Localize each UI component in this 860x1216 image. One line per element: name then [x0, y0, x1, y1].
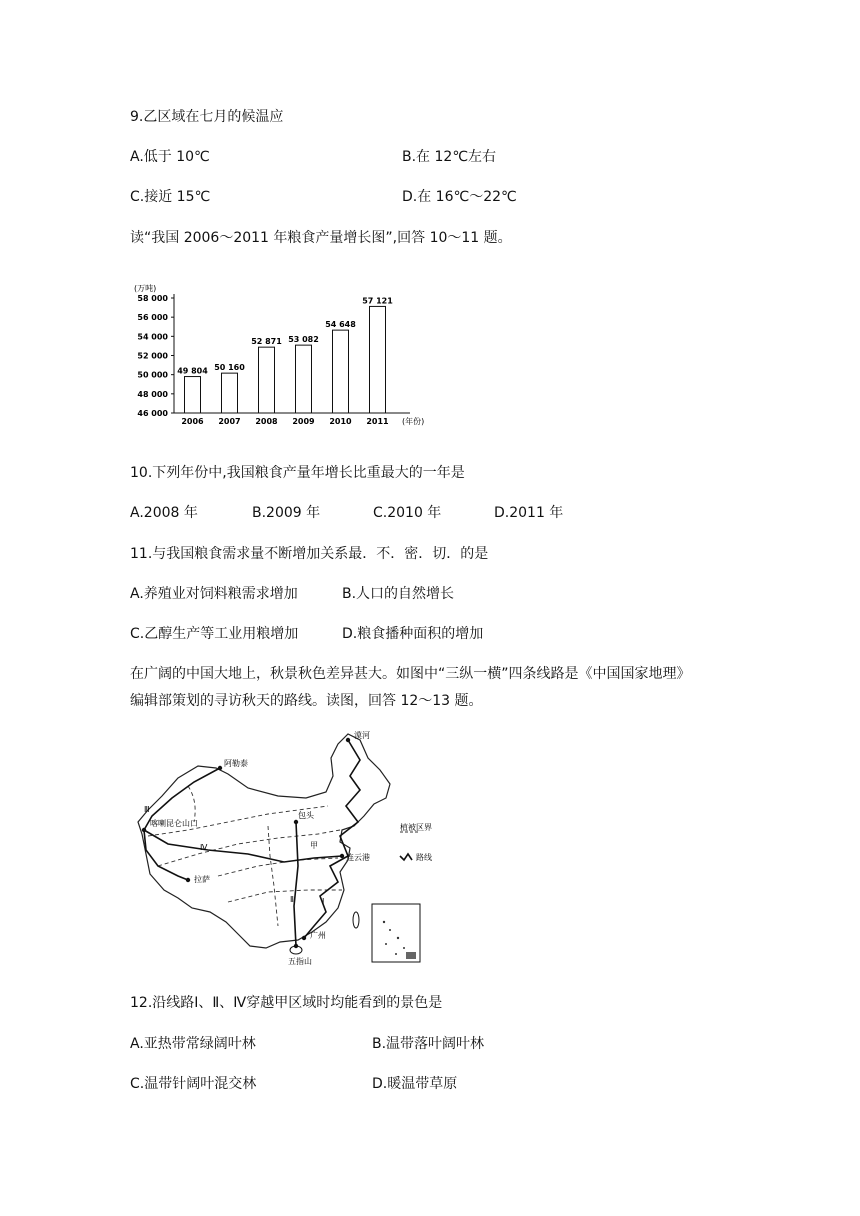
legend-route-label: 路线: [416, 853, 432, 862]
bar: [370, 306, 386, 413]
q10-option-a: A.2008 年: [130, 505, 198, 521]
q11-option-d: D.粮食播种面积的增加: [342, 626, 484, 642]
q12-option-c: C.温带针阔叶混交林: [130, 1076, 257, 1092]
label-mohe: 漠河: [354, 731, 370, 740]
y-axis-label: (万吨): [134, 284, 157, 293]
y-tick-label: 54 000: [137, 332, 168, 342]
y-tick-label: 52 000: [137, 351, 168, 361]
bar: [222, 373, 238, 413]
bar: [296, 345, 312, 413]
bar: [333, 330, 349, 413]
q11-option-c: C.乙醇生产等工业用粮增加: [130, 626, 299, 642]
label-guangzhou: 广州: [310, 931, 326, 940]
q10-option-c: C.2010 年: [373, 505, 442, 521]
y-tick-label: 48 000: [137, 389, 168, 399]
label-baotou: 包头: [298, 811, 314, 820]
bar: [185, 377, 201, 413]
q9-stem: 9.乙区域在七月的候温应: [130, 109, 284, 125]
routes: [144, 740, 360, 946]
q9-option-a: A.低于 10℃: [130, 149, 210, 165]
label-kalakunlun: 喀喇昆仑山口: [150, 819, 198, 828]
intro-10-11: 读“我国 2006～2011 年粮食产量增长图”,回答 10～11 题。: [130, 230, 512, 246]
q10-stem: 10.下列年份中,我国粮食产量年增长比重最大的一年是: [130, 465, 465, 481]
numeral-ii: Ⅱ: [290, 895, 294, 904]
q10-option-b: B.2009 年: [252, 505, 321, 521]
numeral-i: Ⅰ: [322, 897, 325, 906]
q10-option-d: D.2011 年: [494, 505, 564, 521]
label-wuzhishan: 五指山: [288, 957, 312, 966]
label-jia: 甲: [310, 841, 318, 850]
label-lasa: 拉萨: [194, 875, 210, 884]
x-tick-label: 2011: [366, 417, 389, 426]
x-tick-label: 2010: [329, 417, 352, 426]
bar: [259, 347, 275, 413]
data-label: 54 648: [325, 320, 356, 330]
x-tick-label: 2006: [181, 417, 204, 426]
china-outline: [138, 734, 390, 948]
data-label: 57 121: [362, 296, 393, 306]
q11-option-a: A.养殖业对饲料粮需求增加: [130, 586, 298, 602]
numeral-iv: Ⅳ: [200, 843, 208, 852]
y-tick-label: 56 000: [137, 313, 168, 323]
data-label: 52 871: [251, 337, 282, 347]
q9-option-b: B.在 12℃左右: [402, 149, 497, 165]
y-tick-label: 50 000: [137, 370, 168, 380]
inset-islands: [383, 921, 405, 955]
grain-production-chart: [128, 282, 428, 432]
legend-route-swatch: [400, 854, 412, 860]
q12-option-a: A.亚热带常绿阔叶林: [130, 1036, 256, 1052]
x-axis-label: (年份): [402, 417, 425, 426]
q11-option-b: B.人口的自然增长: [342, 586, 455, 602]
numeral-iii: Ⅲ: [144, 805, 150, 814]
q11-stem: 11.与我国粮食需求量不断增加关系最．不．密．切．的是: [130, 546, 489, 562]
label-lianyungang: 连云港: [346, 853, 370, 862]
q12-stem: 12.沿线路Ⅰ、Ⅱ、Ⅳ穿越甲区域时均能看到的景色是: [130, 995, 443, 1011]
data-label: 53 082: [288, 335, 319, 345]
x-tick-label: 2008: [255, 417, 278, 426]
data-label: 49 804: [177, 366, 208, 376]
q12-option-b: B.温带落叶阔叶林: [372, 1036, 485, 1052]
q9-option-d: D.在 16℃～22℃: [402, 189, 517, 205]
intro-12-13-line2: 编辑部策划的寻访秋天的路线。读图，回答 12～13 题。: [130, 693, 483, 709]
intro-12-13-line1: 在广阔的中国大地上，秋景秋色差异甚大。如图中“三纵一横”四条线路是《中国国家地理》: [130, 666, 691, 682]
data-label: 50 160: [214, 363, 245, 373]
route-ii: [294, 822, 298, 946]
taiwan-island: [353, 912, 359, 928]
y-tick-label: 58 000: [137, 294, 168, 303]
legend-boundary-label: 植被区界: [400, 823, 432, 832]
china-route-map: [128, 726, 432, 974]
q9-option-c: C.接近 15℃: [130, 189, 211, 205]
q12-option-d: D.暖温带草原: [372, 1076, 458, 1092]
x-tick-label: 2009: [292, 417, 315, 426]
inset-scale-block: [406, 952, 416, 959]
y-tick-label: 46 000: [137, 409, 168, 418]
vegetation-boundaries: [148, 786, 342, 926]
label-aletai: 阿勒泰: [224, 759, 248, 768]
x-tick-label: 2007: [218, 417, 241, 426]
